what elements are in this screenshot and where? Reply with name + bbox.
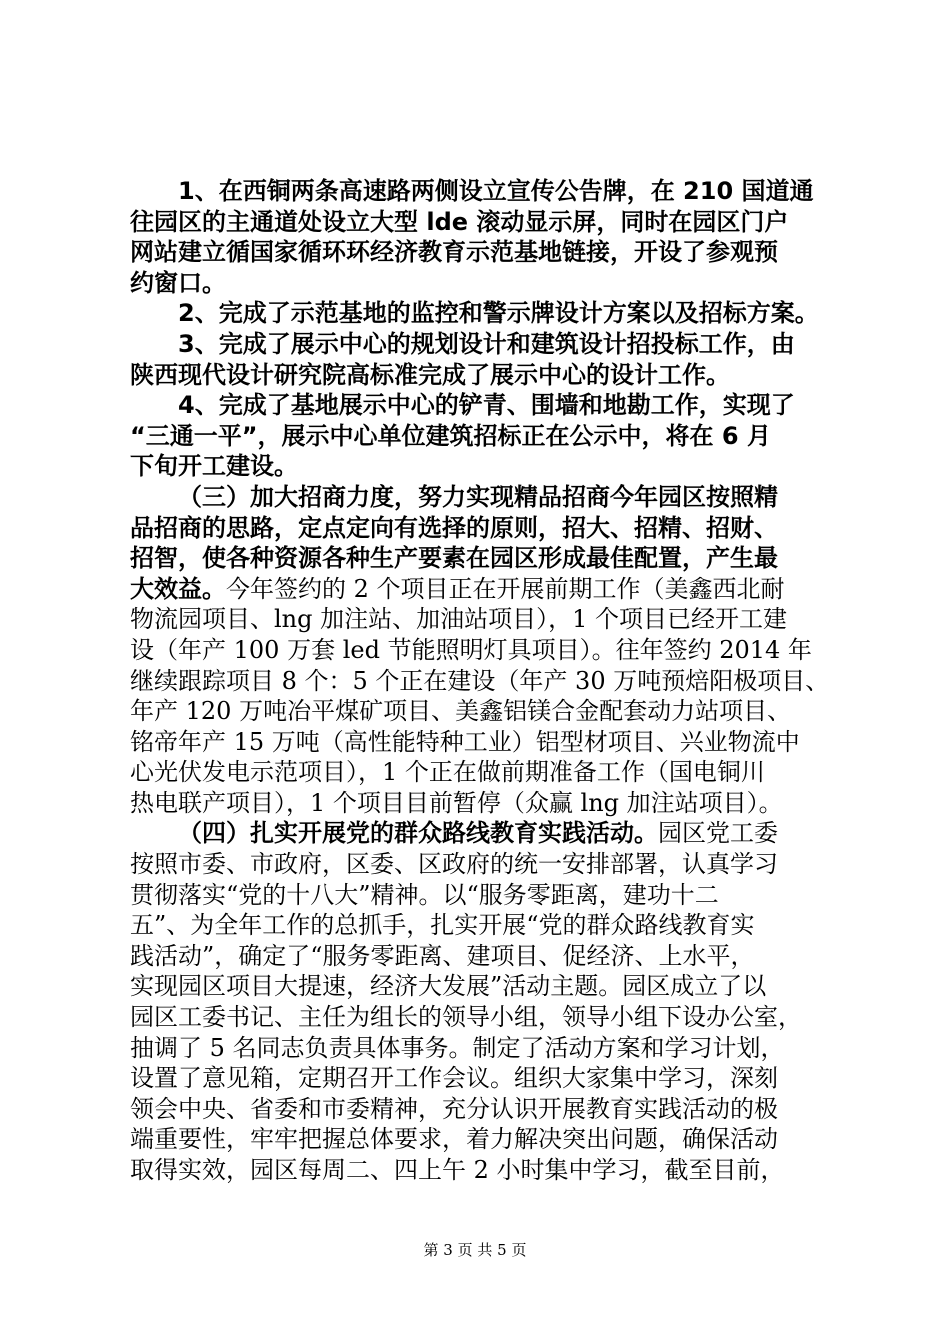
text-line: 取得实效，园区每周二、四上午 2 小时集中学习，截至目前， [130,1156,785,1184]
text-line: 端重要性，牢牢把握总体要求，着力解决突出问题，确保活动 [130,1125,778,1154]
text-line: 抽调了 5 名同志负责具体事务。制定了活动方案和学习计划， [130,1033,785,1062]
text-line: 设（年产 100 万套 led 节能照明灯具项目）。往年签约 2014 年 [130,635,812,664]
text-segment: 大效益。 [130,574,226,603]
text-line: “三通一平”，展示中心单位建筑招标正在公示中，将在 6 月 [130,421,771,450]
text-line: 品招商的思路，定点定向有选择的原则，招大、招精、招财、 [130,513,778,542]
text-line: 五”、为全年工作的总抓手，扎实开展“党的群众路线教育实 [130,911,755,940]
text-line: 物流园项目、lng 加注站、加油站项目），1 个项目已经开工建 [130,605,788,634]
text-line: 设置了意见箱，定期召开工作会议。组织大家集中学习，深刻 [130,1064,778,1093]
document-body [130,176,850,1186]
text-line: 招智，使各种资源各种生产要素在园区形成最佳配置，产生最 [130,544,778,573]
text-line: 践活动”，确定了“服务零距离、建项目、促经济、上水平， [130,941,755,970]
text-line: 继续跟踪项目 8 个：5 个正在建设（年产 30 万吨预焙阳极项目、 [130,666,830,695]
text-line: 网站建立循国家循环环经济教育示范基地链接，开设了参观预 [130,238,778,267]
text-line: 4、完成了基地展示中心的铲青、围墙和地勘工作，实现了 [178,391,795,420]
text-line: 3、完成了展示中心的规划设计和建筑设计招投标工作，由 [178,329,795,358]
text-line: 1、在西铜两条高速路两侧设立宣传公告牌，在 210 国道通 [178,177,814,205]
text-line: 铭帝年产 15 万吨（高性能特种工业）铝型材项目、兴业物流中 [130,727,800,756]
text-line: 心光伏发电示范项目），1 个正在做前期准备工作（国电铜川 [130,758,765,787]
text-line: 贯彻落实“党的十八大”精神。以“服务零距离，建功十二 [130,880,719,909]
text-line: 园区工委书记、主任为组长的领导小组，领导小组下设办公室， [130,1003,802,1032]
text-segment: 今年签约的 2 个项目正在开展前期工作（美鑫西北耐 [226,574,785,603]
text-line: 下旬开工建设。 [130,452,298,481]
page-number-footer: 第 3 页 共 5 页 [423,1241,527,1259]
text-line: 领会中央、省委和市委精神，充分认识开展教育实践活动的极 [130,1094,778,1123]
text-segment: （四）扎实开展党的群众路线教育实践活动。 [178,819,658,848]
text-line: 年产 120 万吨冶平煤矿项目、美鑫铝镁合金配套动力站项目、 [130,697,792,726]
text-line [130,574,850,605]
text-line: 陕西现代设计研究院高标准完成了展示中心的设计工作。 [130,360,730,389]
text-line: （三）加大招商力度，努力实现精品招商今年园区按照精 [178,482,778,511]
text-segment: 园区党工委 [658,819,778,848]
text-line: 热电联产项目），1 个项目目前暂停（众赢 lng 加注站项目）。 [130,788,783,817]
text-line: 按照市委、市政府，区委、区政府的统一安排部署，认真学习 [130,850,778,879]
text-line: 约窗口。 [130,268,226,297]
text-line [130,818,850,849]
text-line: 实现园区项目大提速，经济大发展”活动主题。园区成立了以 [130,972,767,1001]
text-line: 往园区的主通道处设立大型 lde 滚动显示屏，同时在园区门户 [130,207,789,236]
text-line: 2、完成了示范基地的监控和警示牌设计方案以及招标方案。 [178,299,819,328]
